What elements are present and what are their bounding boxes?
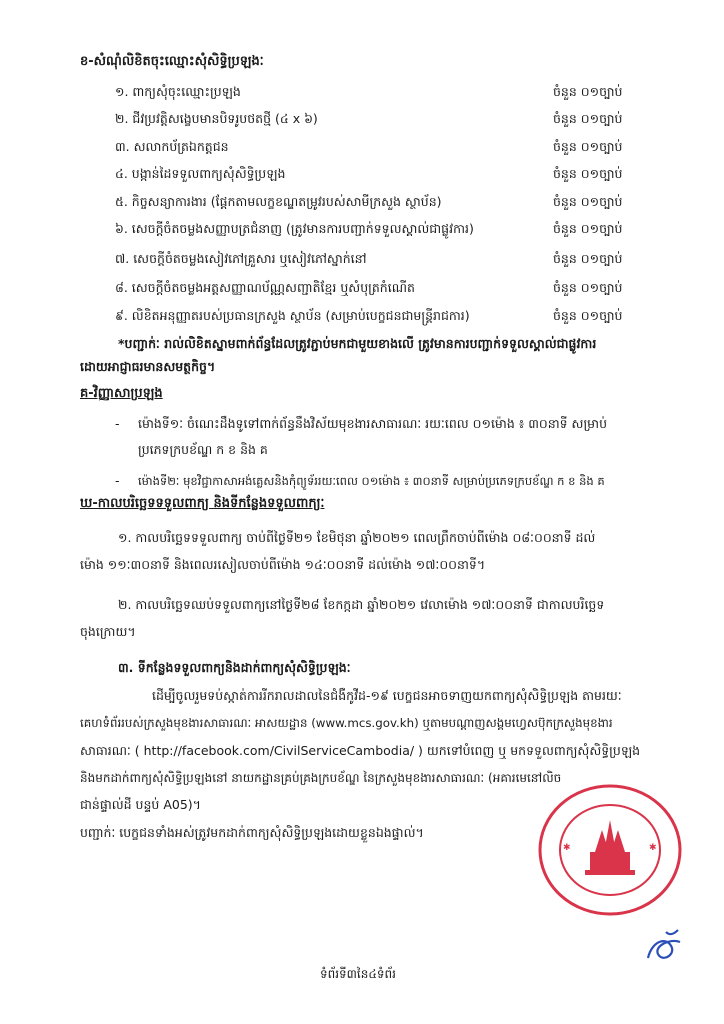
list-item-label: ៨. សេចក្ដីចំតចម្លងអត្តសញ្ញាណប័ណ្ណសញ្ជាតិខ្មែរ ឬសំបុត្រកំណើត [115,280,415,295]
page-number: ទំព័រទី៣នៃ៤ទំព័រ [320,967,396,981]
svg-text:✱: ✱ [563,843,571,853]
paragraph-line: ម៉ោង ១១ៈ៣០នាទី និងពេលរសៀលចាប់ពីម៉ោង ១៤ៈ០០នាទី ដល់ម៉ោង ១៧ៈ០០នាទី។ [80,557,486,572]
list-item-label: ៧. សេចក្ដីចំតចម្លងសៀវភៅគ្រួសារ ឬសៀវភៅស្នាក់នៅ [115,251,367,266]
list-item-qty: ចំនួន ០១ច្បាប់ [553,251,623,266]
list-item-qty: ចំនួន ០១ច្បាប់ [553,139,623,154]
bullet-dash: - [115,416,120,431]
exam-session-1-cont: ប្រភេទក្របខ័ណ្ឌ ក ខ និង គ [138,442,268,457]
list-item-label: ៥. កិច្ចសន្យាការងារ (ផ្ដែកតាមលក្ខខណ្ឌតម្រូវរបស់សាមីក្រសួង ស្ថាប័ន) [115,194,442,209]
section-ka-heading: គ-វិញ្ញាសាប្រឡង [80,386,163,401]
list-item-label: ១. ពាក្យសុំចុះឈ្មោះប្រឡង [115,84,241,99]
section-kha-heading: ខ-សំណុំលិខិតចុះឈ្មោះសុំសិទ្ធិប្រឡងៈ [80,54,264,69]
official-stamp [535,780,685,920]
signature-mark [640,928,690,968]
list-item-label: ៤. បង្កាន់ដៃទទួលពាក្យសុំសិទ្ធិប្រឡង [115,166,286,181]
list-item-label: ៦. សេចក្ដីចំតចម្លងសញ្ញាបត្រជំនាញ (ត្រូវមានការបញ្ជាក់ទទួលស្គាល់ជាផ្លូវការ) [115,221,474,236]
list-item-qty: ចំនួន ០១ច្បាប់ [553,166,623,181]
list-item-qty: ចំនួន ០១ច្បាប់ [553,111,623,126]
subsection-title: ៣. ទីកន្លែងទទួលពាក្យនិងដាក់ពាក្យសុំសិទ្ធិប្រឡងៈ [118,660,351,675]
list-item-qty: ចំនួន ០១ច្បាប់ [553,280,623,295]
exam-session-2: ម៉ោងទី២ៈ មុខវិជ្ជាកាសាអង់គ្លេសនិងកុំព្យូទ័ររយៈពេល ០១ម៉ោង ៖ ៣០នាទី សម្រាប់ប្រភេទក្របខ័ណ្ឌ ក ខ និង គ [138,474,605,488]
list-item-label: ២. ជីវប្រវត្តិសង្ខេបមានបិទរូបថតថ្មី (៤ x ៦) [115,111,318,126]
svg-text:✱: ✱ [649,843,657,853]
list-item-qty: ចំនួន ០១ច្បាប់ [553,308,623,323]
paragraph-line: ១. កាលបរិច្ឆេទទទួលពាក្យ ចាប់ពីថ្ងៃទី២១ ខែមិថុនា ឆ្នាំ២០២១ ពេលព្រឹកចាប់ពីម៉ោង ០៨ៈ០០នាទី ដល់ [118,530,596,545]
bullet-dash: - [115,473,120,488]
final-note: បញ្ជាក់ៈ បេក្ខជនទាំងអស់ត្រូវមកដាក់ពាក្យសុំសិទ្ធិប្រឡងដោយខ្លួនឯងផ្ទាល់។ [80,825,424,840]
list-item-label: ៣. សលាកប័ត្រឯកត្តជន [115,139,229,154]
paragraph-line: និងមកដាក់ពាក្យសុំសិទ្ធិប្រឡងនៅ នាយកដ្ឋានគ្រប់គ្រងក្របខ័ណ្ឌ នៃក្រសួងមុខងារសាធារណៈ (អគារមេនៅលិច [80,771,562,785]
exam-session-1: ម៉ោងទី១ៈ ចំណេះដឹងទូទៅពាក់ព័ន្ធនឹងវិស័យមុខងារសាធារណៈ រយៈពេល ០១ម៉ោង ៖ ៣០នាទី សម្រាប់ [138,416,608,431]
paragraph-line: ២. កាលបរិច្ឆេទឈប់ទទួលពាក្យនៅថ្ងៃទី២៨ ខែកក្កដា ឆ្នាំ២០២១ វេលាម៉ោង ១៧ៈ០០នាទី ជាកាលបរិច្ឆេទ [118,597,605,612]
paragraph-line: សាធារណៈ ( http://facebook.com/CivilServiceCambodia/ ) យកទៅបំពេញ ឬ មកទទួលពាក្យសុំសិទ្ធិប្រឡង [80,743,641,758]
paragraph-line: គេហទំព័ររបស់ក្រសួងមុខងារសាធារណៈ អាសយដ្ឋាន (www.mcs.gov.kh) ឬតាមបណ្ដាញសង្គមហ្វេសប៊ុកក្រសួងមុខងារ [80,716,613,730]
list-item-qty: ចំនួន ០១ច្បាប់ [553,84,623,99]
list-item-qty: ចំនួន ០១ច្បាប់ [553,194,623,209]
note-line: *បញ្ជាក់ៈ រាល់លិខិតស្នាមពាក់ព័ន្ធដែលត្រូវភ្ជាប់មកជាមួយខាងលើ ត្រូវមានការបញ្ជាក់ទទួលស្គាល់ជាផ្លូវការ [118,336,597,351]
list-item-qty: ចំនួន ០១ច្បាប់ [553,221,623,236]
note-line: ដោយអាជ្ញាធរមានសមត្ថកិច្ច។ [80,359,216,374]
section-kho-heading: ឃ-កាលបរិច្ឆេទទទួលពាក្យ និងទីកន្លែងទទួលពាក្យៈ [80,496,325,511]
paragraph-line: ចុងក្រោយ។ [80,624,136,639]
paragraph-line: ដើម្បីចូលរួមទប់ស្កាត់ការរីករាលដាលនៃជំងឺកូវីដ-១៩ បេក្ខជនអាចទាញយកពាក្យសុំសិទ្ធិប្រឡង តាមរយៈ [152,688,622,703]
list-item-label: ៩. លិខិតអនុញ្ញាតរបស់ប្រធានក្រសួង ស្ថាប័ន (សម្រាប់បេក្ខជនជាមន្ត្រីរាជការ) [115,308,470,323]
paragraph-line: ជាន់ផ្ទាល់ដី បន្ទប់ A05)។ [80,797,201,812]
